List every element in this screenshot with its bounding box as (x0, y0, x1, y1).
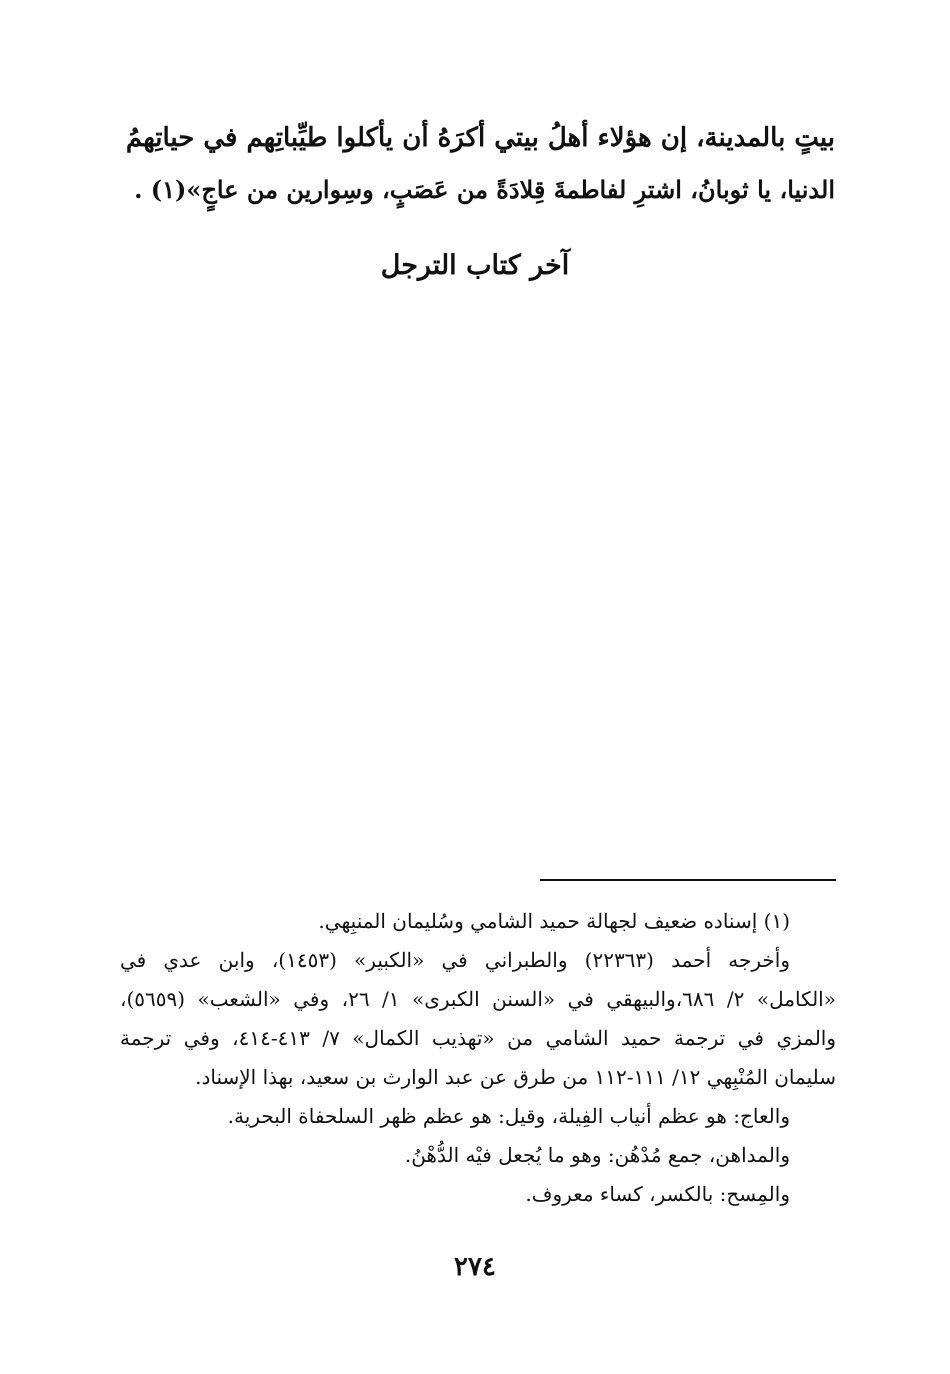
footnote-separator (540, 879, 836, 881)
footnotes (120, 902, 836, 1214)
page-number: ٢٧٤ (454, 1252, 496, 1282)
footnote-line: والمزي في ترجمة حميد الشامي من «تهذيب الكمال» ٧/ ٤١٣-٤١٤، وفي ترجمة (120, 1026, 837, 1050)
footnote-line: سليمان المُنْبِهي ١٢/ ١١١-١١٢ من طرق عن عبد الوارث بن سعيد، بهذا الإسناد. (195, 1065, 836, 1089)
section-end-heading: آخر كتاب الترجل (380, 250, 570, 281)
footnote-line: والعاج: هو عظم أنياب الفِيلة، وقيل: هو عظم ظهر السلحفاة البحرية. (227, 1104, 790, 1128)
main-text-line: بيتٍ بالمدينة، إن هؤلاء أهلُ بيتي أكرَهُ أن يأكلوا طيِّباتِهم في حياتِهمُ (125, 123, 835, 153)
main-text-line: الدنيا، يا ثوبانُ، اشترِ لفاطمةَ قِلادَةً من عَصَبٍ، وسِوارين من عاجٍ»(١) . (134, 175, 835, 204)
footnote-line: (١) إسناده ضعيف لجهالة حميد الشامي وسُليمان المنبِهي. (318, 909, 790, 933)
footnote-line: والمِسح: بالكسر، كساء معروف. (525, 1182, 790, 1206)
main-text (120, 112, 835, 216)
footnote-line: والمداهن، جمع مُدْهُن: وهو ما يُجعل فيْه الدُّهْنُ. (404, 1143, 790, 1167)
footnote-line: وأخرجه أحمد (٢٢٣٦٣) والطبراني في «الكبير» (١٤٥٣)، وابن عدي في (120, 948, 790, 972)
footnote-line: «الكامل» ٢/ ٦٨٦،والبيهقي في «السنن الكبرى» ١/ ٢٦، وفي «الشعب» (٥٦٥٩)، (120, 987, 836, 1011)
